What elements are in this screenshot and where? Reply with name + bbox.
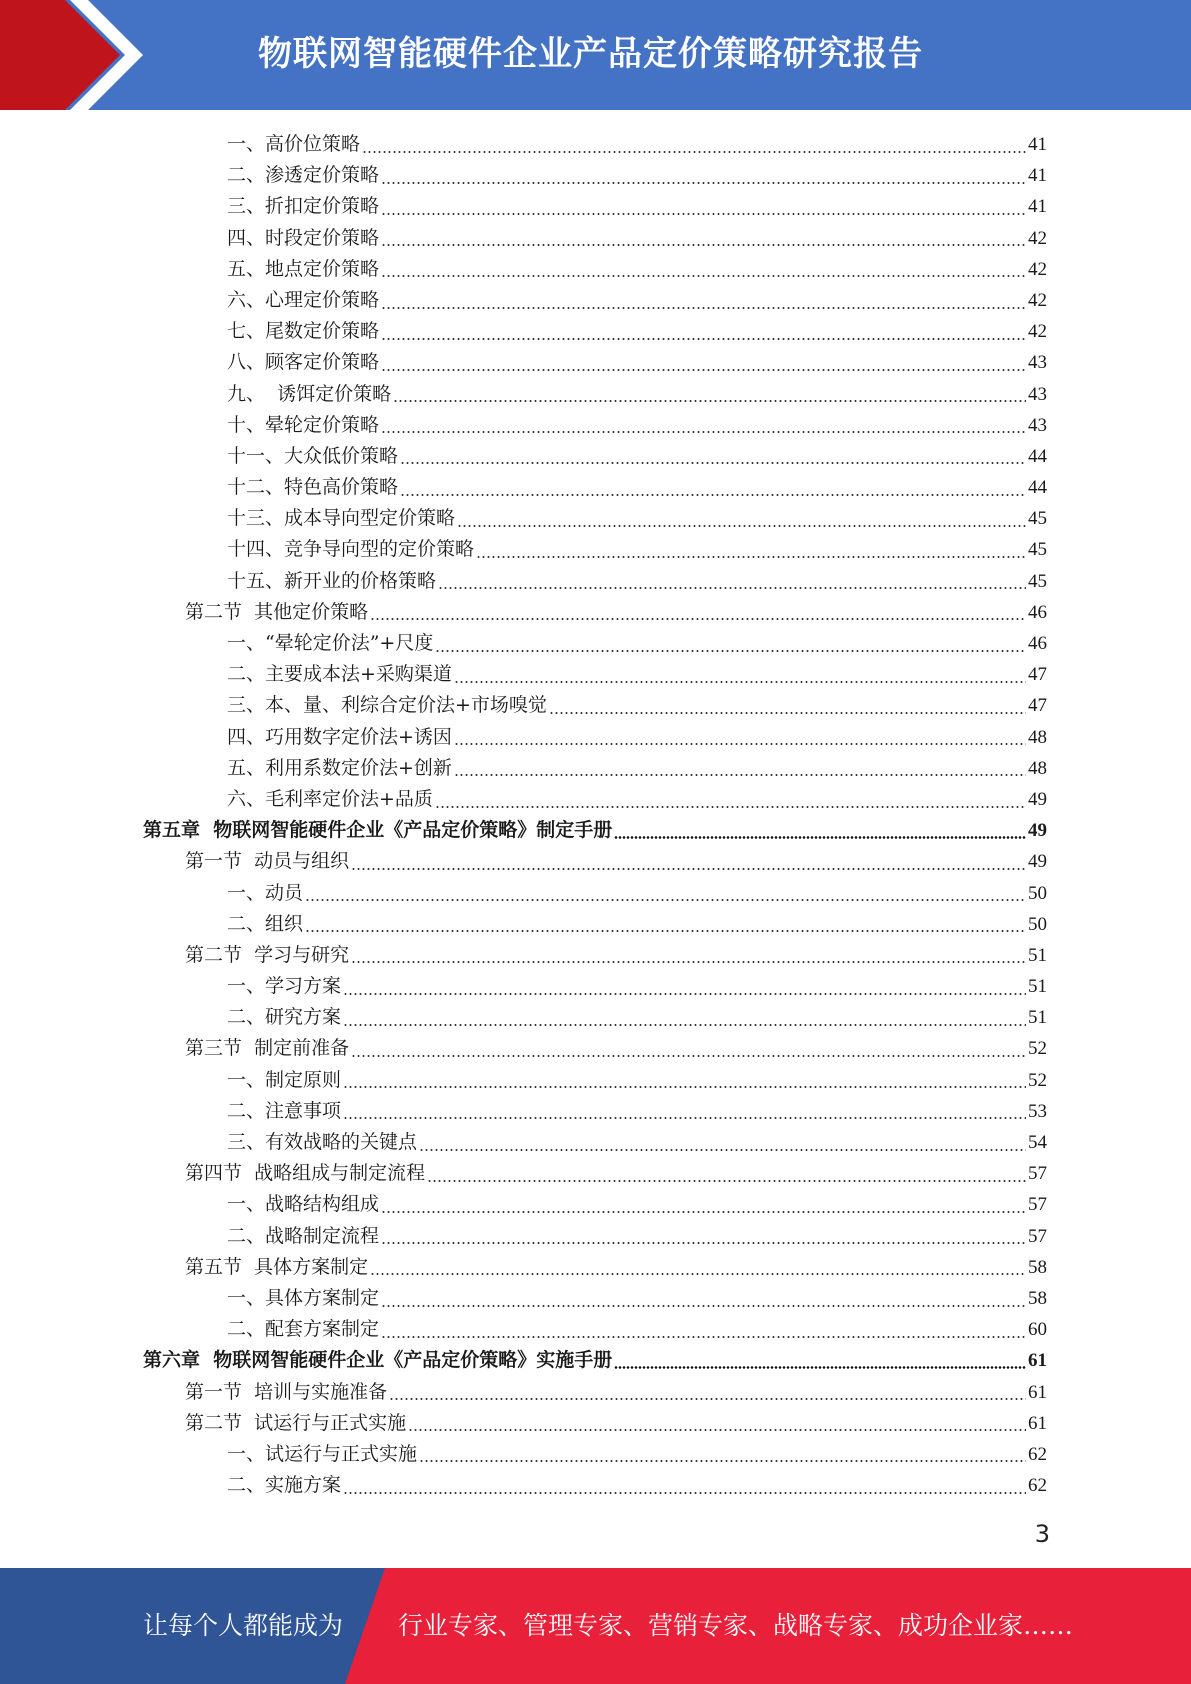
toc-entry-page: 43: [1028, 352, 1047, 374]
toc-item-entry[interactable]: [0, 1096, 1191, 1127]
toc-dot-leader: [400, 462, 1026, 464]
toc-entry-page: 47: [1028, 664, 1047, 686]
toc-dot-leader: [381, 244, 1026, 246]
toc-item-entry[interactable]: [0, 1002, 1191, 1033]
toc-dot-leader: [457, 525, 1026, 527]
toc-dot-leader: [381, 338, 1026, 340]
toc-entry-title: 第三节 制定前准备: [185, 1037, 350, 1060]
toc-entry-title: 一、具体方案制定: [227, 1286, 380, 1309]
toc-entry-page: 44: [1028, 477, 1047, 499]
toc-entry-page: 41: [1028, 196, 1047, 218]
toc-entry-page: 49: [1028, 851, 1047, 873]
toc-entry-title: 三、有效战略的关键点: [227, 1131, 418, 1153]
toc-entry-page: 52: [1028, 1069, 1047, 1091]
toc-entry-title: 一、高价位策略: [227, 133, 361, 155]
toc-dot-leader: [476, 556, 1026, 558]
toc-item-entry[interactable]: [0, 753, 1191, 784]
report-title: 物联网智能硬件企业产品定价策略研究报告: [258, 34, 923, 74]
toc-entry-page: 58: [1028, 1287, 1047, 1309]
toc-entry-page: 41: [1028, 134, 1047, 155]
toc-item-entry[interactable]: [0, 659, 1191, 690]
toc-entry-title: 第五章 物联网智能硬件企业《产品定价策略》制定手册: [143, 819, 613, 842]
toc-entry-title: 三、折扣定价策略: [227, 195, 380, 218]
page-number: 3: [1034, 1520, 1050, 1548]
toc-entry-title: 三、本、量、利综合定价法+市场嗅觉: [227, 694, 547, 717]
toc-entry-title: 第一节 动员与组织: [185, 850, 350, 873]
toc-entry-title: 第六章 物联网智能硬件企业《产品定价策略》实施手册: [143, 1349, 613, 1372]
toc-dot-leader: [351, 868, 1026, 870]
toc-dot-leader: [435, 806, 1026, 808]
toc-entry-title: 一、学习方案: [227, 975, 342, 998]
toc-entry-page: 43: [1028, 414, 1047, 436]
toc-dot-leader: [389, 1398, 1026, 1400]
toc-entry-title: 十四、竞争导向型的定价策略: [227, 538, 475, 561]
toc-entry-title: 一、“晕轮定价法”+尺度: [227, 632, 434, 654]
toc-entry-title: 九、 诱饵定价策略: [227, 382, 392, 405]
toc-entry-title: 一、动员: [227, 881, 304, 904]
toc-dot-leader: [370, 618, 1026, 620]
toc-entry-title: 第五节 具体方案制定: [185, 1255, 369, 1278]
toc-entry-page: 60: [1028, 1319, 1047, 1341]
toc-dot-leader: [381, 213, 1026, 215]
toc-entry-page: 61: [1028, 1381, 1047, 1403]
toc-entry-title: 二、注意事项: [227, 1099, 342, 1122]
toc-item-entry[interactable]: [0, 1189, 1191, 1220]
toc-entry-title: 十五、新开业的价格策略: [227, 569, 437, 592]
toc-dot-leader: [381, 1211, 1026, 1213]
toc-entry-title: 二、研究方案: [227, 1006, 342, 1029]
toc-entry-page: 62: [1028, 1475, 1047, 1497]
toc-entry-page: 54: [1028, 1132, 1047, 1153]
toc-entry-title: 第二节 学习与研究: [185, 943, 350, 966]
toc-dot-leader: [381, 1305, 1026, 1307]
toc-dot-leader: [381, 307, 1026, 309]
toc-entry-title: 七、尾数定价策略: [227, 320, 380, 343]
toc-entry-page: 45: [1028, 570, 1047, 592]
toc-dot-leader: [305, 899, 1026, 901]
toc-section-entry[interactable]: [0, 846, 1191, 877]
toc-item-entry[interactable]: [0, 690, 1191, 721]
toc-entry-page: 52: [1028, 1038, 1047, 1060]
toc-entry-page: 61: [1028, 1350, 1047, 1372]
toc-dot-leader: [381, 369, 1026, 371]
toc-chapter-entry[interactable]: [0, 1345, 1191, 1376]
toc-dot-leader: [351, 1055, 1026, 1057]
toc-dot-leader: [381, 275, 1026, 277]
toc-entry-title: 四、巧用数字定价法+诱因: [227, 725, 452, 748]
toc-entry-title: 二、渗透定价策略: [227, 164, 380, 187]
toc-dot-leader: [435, 650, 1026, 652]
toc-dot-leader: [343, 1117, 1026, 1119]
toc-entry-title: 一、制定原则: [227, 1068, 342, 1091]
toc-entry-page: 62: [1028, 1443, 1047, 1465]
toc-entry-title: 八、顾客定价策略: [227, 351, 380, 374]
toc-entry-page: 41: [1028, 165, 1047, 187]
toc-entry-page: 57: [1028, 1163, 1047, 1185]
toc-item-entry[interactable]: [0, 909, 1191, 940]
toc-dot-leader: [419, 1460, 1026, 1462]
toc-entry-title: 六、毛利率定价法+品质: [227, 787, 433, 810]
toc-entry-page: 61: [1028, 1412, 1047, 1434]
toc-entry-page: 50: [1028, 913, 1047, 935]
toc-entry-title: 第二节 其他定价策略: [185, 600, 369, 623]
toc-dot-leader: [381, 1242, 1026, 1244]
toc-item-entry[interactable]: [0, 971, 1191, 1002]
toc-entry-title: 一、试运行与正式实施: [227, 1442, 418, 1465]
toc-item-entry[interactable]: [0, 285, 1191, 316]
toc-entry-page: 42: [1028, 289, 1047, 311]
toc-entry-title: 五、地点定价策略: [227, 257, 380, 280]
toc-dot-leader: [454, 774, 1026, 776]
toc-entry-page: 49: [1028, 788, 1047, 810]
footer-slogan-right: 行业专家、管理专家、营销专家、战略专家、成功企业家……: [398, 1611, 1074, 1640]
toc-entry-page: 42: [1028, 321, 1047, 343]
toc-dot-leader: [614, 1366, 1026, 1369]
toc-entry-page: 48: [1028, 726, 1047, 748]
toc-entry-title: 第二节 试运行与正式实施: [185, 1411, 407, 1434]
toc-dot-leader: [305, 930, 1026, 932]
header-arrow-decoration: [0, 0, 150, 110]
toc-item-entry[interactable]: [0, 784, 1191, 815]
toc-item-entry[interactable]: [0, 316, 1191, 347]
toc-dot-leader: [549, 712, 1026, 714]
toc-entry-title: 二、战略制定流程: [227, 1224, 380, 1247]
toc-entry-page: 51: [1028, 1007, 1047, 1029]
toc-dot-leader: [427, 1180, 1026, 1182]
toc-item-entry[interactable]: [0, 160, 1191, 191]
toc-dot-leader: [381, 182, 1026, 184]
toc-dot-leader: [362, 151, 1026, 153]
page-header: [0, 0, 1191, 110]
toc-dot-leader: [438, 587, 1026, 589]
toc-section-entry[interactable]: [0, 1377, 1191, 1408]
toc-section-entry[interactable]: [0, 597, 1191, 628]
toc-item-entry[interactable]: [0, 379, 1191, 410]
page-footer: [0, 1568, 1191, 1684]
toc-item-entry[interactable]: [0, 722, 1191, 753]
toc-item-entry[interactable]: [0, 534, 1191, 565]
toc-item-entry[interactable]: [0, 129, 1191, 160]
toc-entry-page: 58: [1028, 1256, 1047, 1278]
toc-entry-title: 二、配套方案制定: [227, 1318, 380, 1341]
toc-dot-leader: [343, 1492, 1026, 1494]
toc-entry-page: 42: [1028, 227, 1047, 249]
toc-entry-page: 45: [1028, 539, 1047, 561]
toc-entry-page: 50: [1028, 882, 1047, 904]
toc-dot-leader: [400, 494, 1026, 496]
toc-item-entry[interactable]: [0, 1221, 1191, 1252]
toc-item-entry[interactable]: [0, 1127, 1191, 1158]
toc-entry-page: 57: [1028, 1225, 1047, 1247]
toc-dot-leader: [393, 400, 1026, 402]
toc-entry-title: 四、时段定价策略: [227, 226, 380, 249]
toc-entry-title: 一、战略结构组成: [227, 1193, 380, 1216]
toc-item-entry[interactable]: [0, 1439, 1191, 1470]
toc-entry-page: 46: [1028, 633, 1047, 654]
toc-item-entry[interactable]: [0, 347, 1191, 378]
toc-dot-leader: [343, 1086, 1026, 1088]
toc-dot-leader: [343, 993, 1026, 995]
toc-entry-page: 45: [1028, 508, 1047, 530]
toc-entry-page: 57: [1028, 1194, 1047, 1216]
toc-entry-page: 47: [1028, 695, 1047, 717]
toc-item-entry[interactable]: [0, 1065, 1191, 1096]
toc-item-entry[interactable]: [0, 503, 1191, 534]
toc-entry-page: 46: [1028, 601, 1047, 623]
toc-section-entry[interactable]: [0, 1252, 1191, 1283]
toc-entry-title: 二、组织: [227, 912, 304, 935]
toc-item-entry[interactable]: [0, 254, 1191, 285]
toc-item-entry[interactable]: [0, 410, 1191, 441]
toc-dot-leader: [351, 961, 1026, 963]
toc-section-entry[interactable]: [0, 1158, 1191, 1189]
toc-entry-page: 49: [1028, 820, 1047, 842]
toc-item-entry[interactable]: [0, 1470, 1191, 1501]
toc-dot-leader: [419, 1149, 1026, 1151]
toc-item-entry[interactable]: [0, 628, 1191, 659]
toc-dot-leader: [343, 1024, 1026, 1026]
toc-item-entry[interactable]: [0, 472, 1191, 503]
toc-entry-title: 第一节 培训与实施准备: [185, 1380, 388, 1403]
toc-dot-leader: [454, 743, 1026, 745]
toc-dot-leader: [381, 431, 1026, 433]
toc-entry-title: 二、主要成本法+采购渠道: [227, 663, 452, 686]
toc-entry-title: 五、利用系数定价法+创新: [227, 756, 452, 779]
toc-chapter-entry[interactable]: [0, 815, 1191, 846]
toc-entry-page: 43: [1028, 383, 1047, 405]
toc-entry-page: 42: [1028, 258, 1047, 280]
toc-entry-title: 第四节 战略组成与制定流程: [185, 1162, 426, 1185]
toc-dot-leader: [454, 681, 1026, 683]
toc-entry-title: 六、心理定价策略: [227, 288, 380, 311]
toc-section-entry[interactable]: [0, 1033, 1191, 1064]
toc-dot-leader: [370, 1273, 1026, 1275]
toc-entry-page: 51: [1028, 976, 1047, 998]
toc-dot-leader: [614, 836, 1026, 839]
footer-slogan-left: 让每个人都能成为: [143, 1611, 344, 1640]
toc-entry-page: 44: [1028, 445, 1047, 467]
toc-entry-title: 十一、大众低价策略: [227, 444, 399, 467]
toc-item-entry[interactable]: [0, 1283, 1191, 1314]
toc-item-entry[interactable]: [0, 566, 1191, 597]
toc-entry-page: 48: [1028, 757, 1047, 779]
toc-entry-page: 53: [1028, 1100, 1047, 1122]
toc-entry-title: 十、晕轮定价策略: [227, 413, 380, 436]
toc-entry-page: 51: [1028, 944, 1047, 966]
toc-item-entry[interactable]: [0, 1314, 1191, 1345]
toc-section-entry[interactable]: [0, 1408, 1191, 1439]
toc-entry-title: 十二、特色高价策略: [227, 476, 399, 499]
toc-entry-title: 十三、成本导向型定价策略: [227, 507, 456, 530]
table-of-contents: [0, 129, 1191, 1501]
toc-item-entry[interactable]: [0, 441, 1191, 472]
toc-item-entry[interactable]: [0, 223, 1191, 254]
toc-item-entry[interactable]: [0, 191, 1191, 222]
toc-dot-leader: [381, 1336, 1026, 1338]
toc-item-entry[interactable]: [0, 878, 1191, 909]
toc-entry-title: 二、实施方案: [227, 1474, 342, 1497]
toc-dot-leader: [408, 1429, 1026, 1431]
toc-section-entry[interactable]: [0, 940, 1191, 971]
